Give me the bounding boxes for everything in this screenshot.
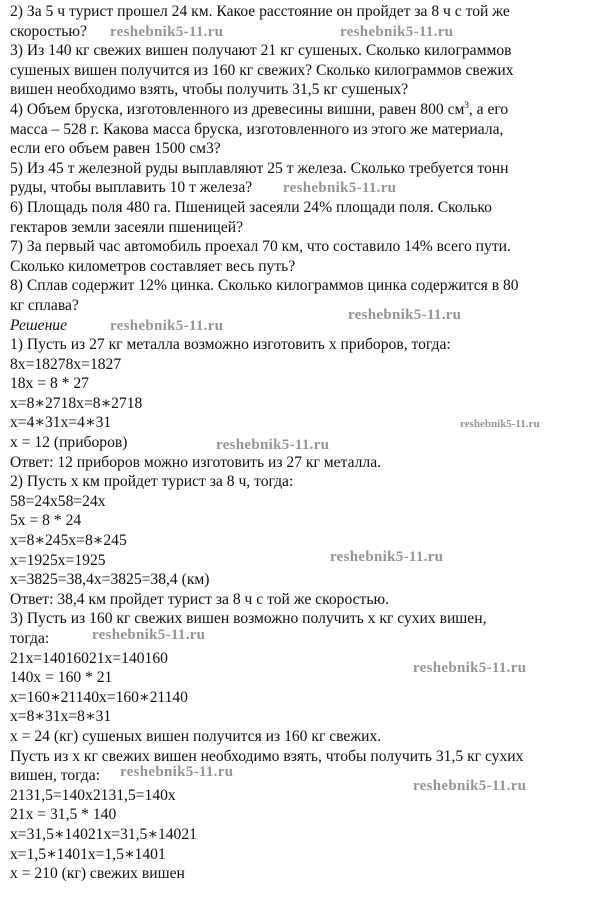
watermark: reshebnik5-11.ru [340, 24, 454, 40]
solution-heading: Решение [10, 316, 68, 334]
problem-8-line-2: кг сплава? [10, 296, 79, 314]
watermark: reshebnik5-11.ru [348, 307, 462, 323]
watermark: reshebnik5-11.ru [110, 318, 224, 334]
problem-2-line-1: 2) За 5 ч турист прошел 24 км. Какое расстояние он пройдет за 8 ч с той же [10, 3, 510, 20]
solution-3b-intro-2: вишен, тогда: [10, 767, 100, 785]
solution-3-step-1: 21x=14016021x=140160 [10, 649, 168, 667]
cubic-superscript: 3 [464, 99, 469, 110]
problem-5-line-1: 5) Из 45 т железной руды выплавляют 25 т железа. Сколько требуется тонн [10, 159, 509, 177]
solution-3b-step-4: x=1,5∗1401x=1,5∗1401 [10, 845, 166, 863]
problem-7-line-1: 7) За первый час автомобиль проехал 70 км, что составило 14% всего пути. [10, 238, 511, 256]
solution-3b-step-3: x=31,5∗14021x=31,5∗14021 [10, 825, 197, 843]
problem-8-line-1: 8) Сплав содержит 12% цинка. Сколько килограммов цинка содержится в 80 [10, 277, 519, 295]
watermark: reshebnik5-11.ru [216, 437, 330, 453]
problem-3-line-3: вишен необходимо взять, чтобы получить 31,5 кг сушеных? [10, 81, 409, 99]
solution-1-answer: Ответ: 12 приборов можно изготовить из 27 кг металла. [10, 453, 382, 471]
watermark: reshebnik5-11.ru [120, 764, 234, 780]
solution-3b-step-1: 2131,5=140x2131,5=140x [10, 786, 176, 804]
solution-3b-step-2: 21x = 31,5 * 140 [10, 806, 117, 824]
problem-6-line-1: 6) Площадь поля 480 га. Пшеницей засеяли 24% площади поля. Сколько [10, 198, 492, 216]
problem-3-line-2: сушеных вишен получится из 160 кг свежих? Сколько килограммов свежих [10, 61, 514, 79]
solution-2-answer: Ответ: 38,4 км пройдет турист за 8 ч с той же скоростью. [10, 590, 390, 608]
solution-3-step-4: x=8∗31x=8∗31 [10, 708, 112, 726]
solution-1-step-4: x=4∗31x=4∗31 [10, 414, 112, 432]
solution-1-step-2: 18x = 8 * 27 [10, 375, 89, 393]
watermark: reshebnik5-11.ru [330, 549, 444, 565]
solution-2-step-5: x=3825=38,4x=3825=38,4 (км) [10, 571, 210, 589]
solution-3-intro-2: тогда: [10, 630, 50, 647]
watermark: reshebnik5-11.ru [460, 418, 540, 430]
problem-4-line-2: масса – 528 г. Какова масса бруска, изготовленного из этого же материала, [10, 120, 504, 138]
problem-5-line-2: руды, чтобы выплавить 10 т железа? [10, 179, 253, 197]
solution-2-step-4: x=1925x=1925 [10, 551, 106, 569]
problem-7-line-2: Сколько километров составляет весь путь? [10, 257, 296, 275]
solution-2-step-2: 5x = 8 * 24 [10, 512, 82, 530]
solution-1-step-5: x = 12 (приборов) [10, 434, 128, 452]
solution-3b-step-5: x = 210 (кг) свежих вишен [10, 865, 185, 883]
watermark: reshebnik5-11.ru [92, 627, 206, 643]
solution-3b-intro-1: Пусть из х кг свежих вишен необходимо взять, чтобы получить 31,5 кг сухих [10, 747, 524, 765]
solution-3-step-2: 140x = 160 * 21 [10, 669, 113, 687]
problem-4-line-3: если его объем равен 1500 см3? [10, 140, 221, 158]
watermark: reshebnik5-11.ru [283, 180, 397, 196]
solution-2-intro: 2) Пусть х км пройдет турист за 8 ч, тогда: [10, 473, 294, 491]
solution-3-step-3: x=160∗21140x=160∗21140 [10, 688, 188, 706]
solution-3-intro-1: 3) Пусть из 160 кг свежих вишен возможно получить х кг сухих вишен, [10, 610, 487, 628]
problem-3-line-1: 3) Из 140 кг свежих вишен получают 21 кг сушеных. Сколько килограммов [10, 42, 512, 60]
solution-1-intro: 1) Пусть из 27 кг металла возможно изготовить х приборов, тогда: [10, 336, 451, 354]
watermark: reshebnik5-11.ru [413, 660, 527, 676]
watermark: reshebnik5-11.ru [110, 24, 224, 40]
problem-2-line-2: скоростью? [10, 22, 87, 40]
solution-1-step-1: 8x=18278x=1827 [10, 355, 122, 373]
problem-4-text-tail: , а его [468, 100, 509, 118]
watermark: reshebnik5-11.ru [413, 778, 527, 794]
solution-2-step-1: 58=24x58=24x [10, 492, 106, 510]
problem-4-line-1 [10, 100, 582, 120]
problem-4-text: 4) Объем бруска, изготовленного из древесины вишни, равен 800 см [10, 100, 465, 118]
problem-6-line-2: гектаров земли засеяли пшеницей? [10, 218, 244, 236]
solution-3-step-5: x = 24 (кг) сушеных вишен получится из 160 кг свежих. [10, 727, 382, 745]
solution-2-step-3: x=8∗245x=8∗245 [10, 532, 127, 550]
solution-1-step-3: x=8∗2718x=8∗2718 [10, 394, 143, 412]
